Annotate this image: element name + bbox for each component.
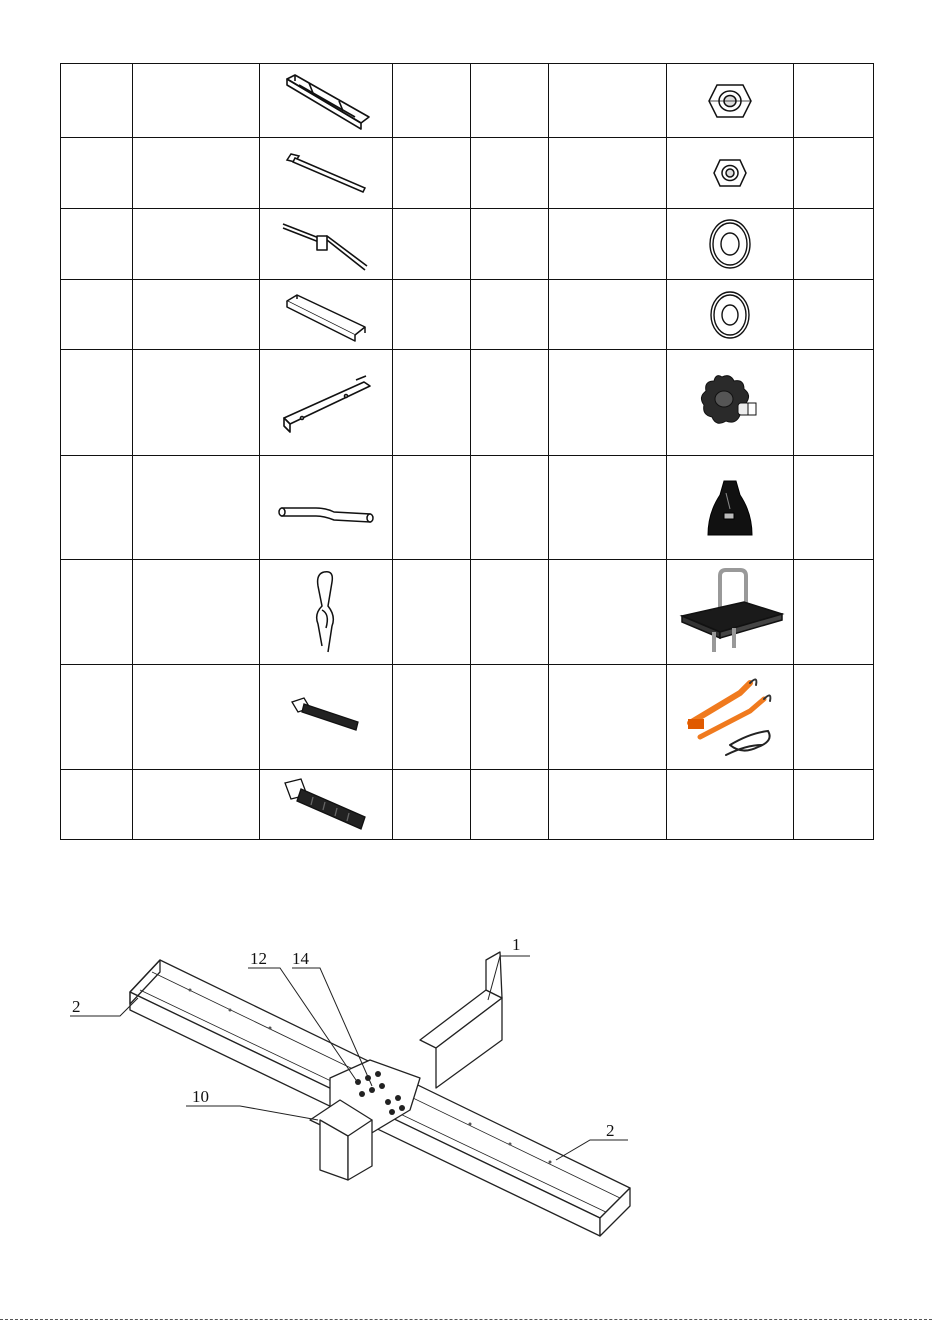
table-cell [471,456,549,560]
table-cell [393,770,471,840]
table-cell [549,456,667,560]
table-cell [393,209,471,280]
table-row [61,560,874,665]
table-cell [393,138,471,209]
table-cell [794,456,874,560]
page-bottom-rule [0,1319,932,1320]
table-cell [794,280,874,350]
table-cell [61,64,133,138]
table-cell [393,350,471,456]
table-row [61,456,874,560]
table-cell [471,138,549,209]
table-cell [471,665,549,770]
table-cell [549,560,667,665]
table-cell [549,209,667,280]
table-cell [549,138,667,209]
assembly-diagram [60,930,660,1250]
callout-10: 10 [192,1087,209,1106]
table-cell [471,64,549,138]
table-cell [393,456,471,560]
table-cell [471,560,549,665]
callout-12: 12 [250,949,267,968]
table-cell [471,770,549,840]
table-cell [471,209,549,280]
table-cell [549,770,667,840]
table-cell [133,665,260,770]
short-bolt-icon [286,692,366,742]
table-cell [393,64,471,138]
table-row [61,770,874,840]
channel-plate-icon [281,287,371,343]
drawstring-bag-icon [702,473,758,543]
table-cell [794,138,874,209]
table-cell [549,64,667,138]
table-cell [471,280,549,350]
support-arm-icon [276,368,376,438]
large-lock-nut-icon [705,79,755,123]
table-cell [393,560,471,665]
small-lock-nut-icon [710,155,750,191]
table-cell [61,350,133,456]
table-cell [61,665,133,770]
table-cell [61,280,133,350]
table-row [61,64,874,138]
table-cell [794,64,874,138]
ratchet-straps-icon [680,671,780,763]
callout-2-left: 2 [72,997,81,1016]
table-cell [133,209,260,280]
table-cell [794,350,874,456]
star-knob-icon [694,369,766,437]
table-row [61,280,874,350]
table-cell [133,138,260,209]
table-cell [61,770,133,840]
r-clip-pin-icon [306,566,346,658]
table-cell [393,665,471,770]
long-bolt-icon [279,775,373,835]
table-cell [61,209,133,280]
wheel-holder-bar-icon [279,214,374,274]
table-cell [794,209,874,280]
table-cell [794,665,874,770]
table-cell [549,665,667,770]
table-cell [133,64,260,138]
callout-1: 1 [512,935,521,954]
table-cell [794,560,874,665]
table-row [61,665,874,770]
table-row [61,209,874,280]
table-cell [133,350,260,456]
pin-rod-icon [281,148,371,198]
callout-14: 14 [292,949,309,968]
table-cell [61,560,133,665]
large-washer-icon [705,216,755,272]
table-cell [133,770,260,840]
hitch-tightener-icon [674,566,786,658]
table-row [61,350,874,456]
table-cell [549,280,667,350]
table-cell [667,770,794,840]
small-washer-icon [705,287,755,343]
u-channel-bracket-icon [279,71,374,131]
table-cell [133,280,260,350]
table-cell [549,350,667,456]
table-cell [61,138,133,209]
table-cell [794,770,874,840]
table-row [61,138,874,209]
table-cell [393,280,471,350]
table-cell [133,560,260,665]
callout-2-right: 2 [606,1121,615,1140]
bent-tube-icon [276,488,376,528]
parts-table [60,63,874,840]
table-cell [61,456,133,560]
table-cell [133,456,260,560]
table-cell [471,350,549,456]
